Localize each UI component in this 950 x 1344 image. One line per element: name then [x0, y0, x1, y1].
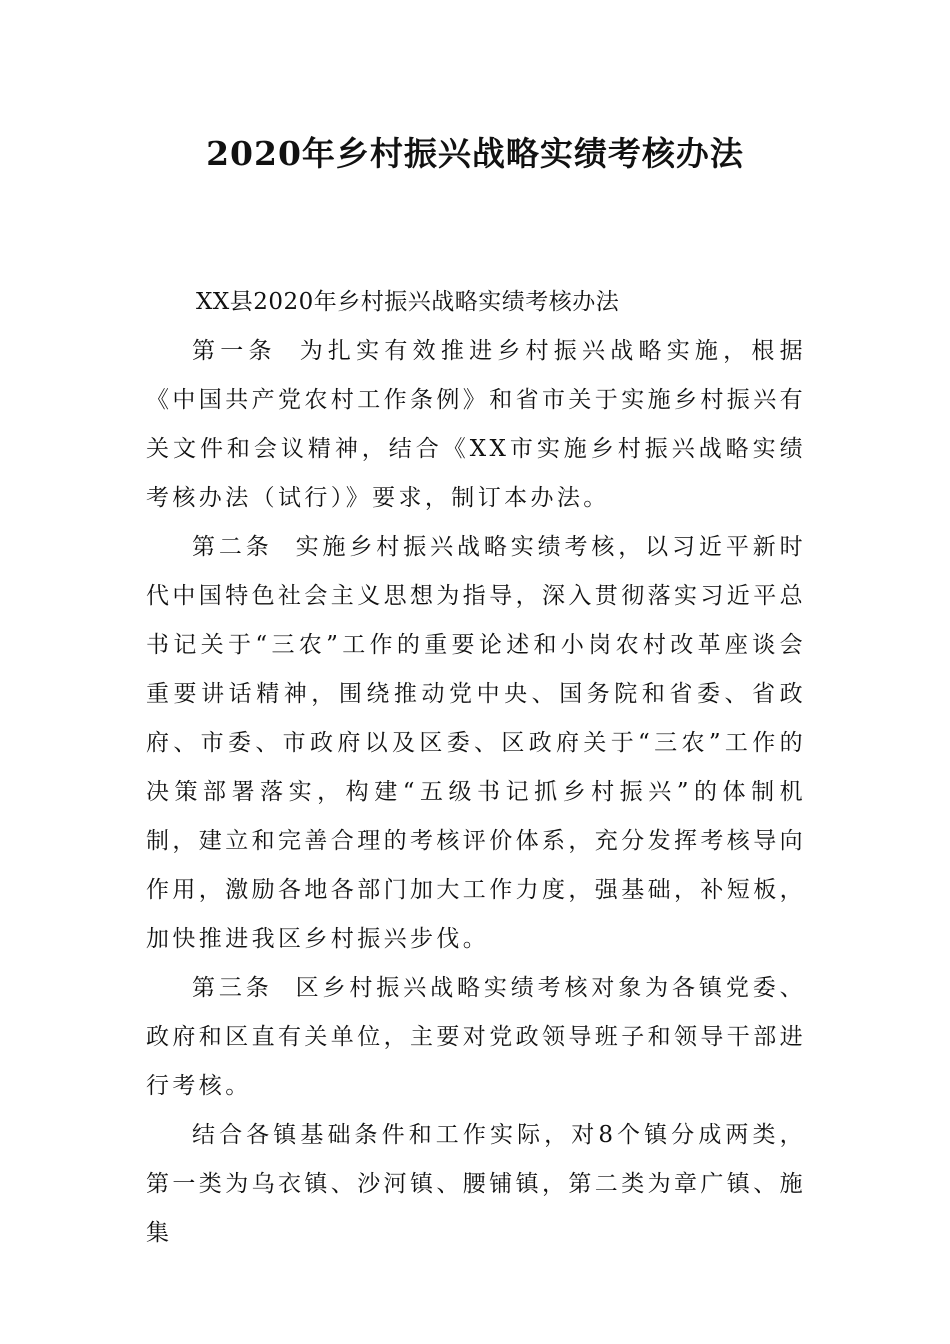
article-1 [146, 327, 806, 523]
document-body [146, 278, 806, 1258]
article-3-text: 区乡村振兴战略实绩考核对象为各镇党委、政府和区直有关单位，主要对党政领导班子和领导干部进行考核。 [146, 975, 806, 1099]
article-3 [146, 964, 806, 1111]
article-1-number: 第一条 [192, 338, 277, 364]
article-2 [146, 523, 806, 964]
paragraph-town-classification: 结合各镇基础条件和工作实际，对8个镇分成两类，第一类为乌衣镇、沙河镇、腰铺镇，第二类为章广镇、施集 [146, 1122, 806, 1246]
article-2-number: 第二条 [192, 534, 273, 560]
document-subtitle: XX县2020年乡村振兴战略实绩考核办法 [196, 289, 620, 315]
article-1-text: 为扎实有效推进乡村振兴战略实施，根据《中国共产党农村工作条例》和省市关于实施乡村振兴有关文件和会议精神，结合《XX市实施乡村振兴战略实绩考核办法（试行）》要求，制订本办法。 [146, 338, 807, 511]
document-title: 2020年乡村振兴战略实绩考核办法 [206, 134, 744, 173]
article-2-text: 实施乡村振兴战略实绩考核，以习近平新时代中国特色社会主义思想为指导，深入贯彻落实习近平总书记关于“三农”工作的重要论述和小岗农村改革座谈会重要讲话精神，围绕推动党中央、国务院和省委、省政府、市委、市政府以及区委、区政府关于“三农”工作的决策部署落实，构建“五级书记抓乡村振兴”的体制机制，建立和完善合理的考核评价体系，充分发挥考核导向作用，激励各地各部门加大工作力度，强基础，补短板，加快推进我区乡村振兴步伐。 [146, 534, 806, 952]
article-3-number: 第三条 [192, 975, 273, 1001]
